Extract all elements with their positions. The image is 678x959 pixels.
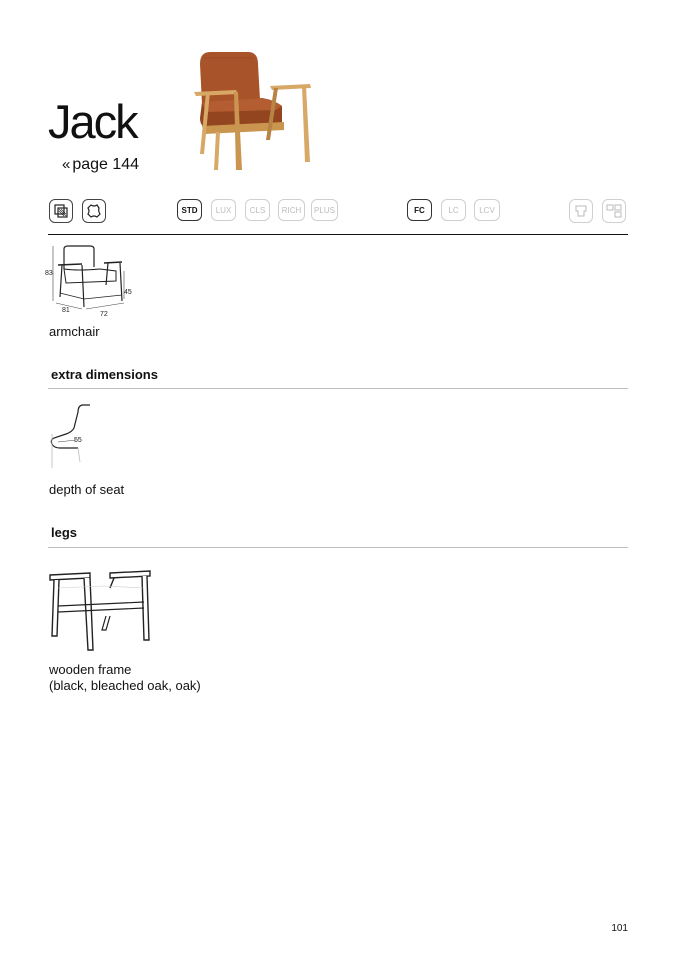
armchair-product-image xyxy=(186,44,316,174)
leather-hide-icon xyxy=(86,203,102,219)
cushion-fc-badge[interactable]: FC xyxy=(407,199,432,221)
model-label-armchair: armchair xyxy=(49,324,100,339)
cushion-lc-badge[interactable]: LC xyxy=(441,199,466,221)
modular-config-icon[interactable] xyxy=(602,199,626,223)
dimension-seat-height: 45 xyxy=(124,289,132,296)
extra-dimension-label-depth-of-seat: depth of seat xyxy=(49,482,125,497)
grade-cls-badge[interactable]: CLS xyxy=(245,199,270,221)
toolbar-divider xyxy=(48,234,628,235)
armchair-dimension-drawing xyxy=(44,241,136,319)
legs-divider xyxy=(48,547,628,548)
grade-lux-badge[interactable]: LUX xyxy=(211,199,236,221)
dimension-depth: 81 xyxy=(62,307,70,314)
grade-rich-badge[interactable]: RICH xyxy=(278,199,305,221)
seat-depth-value: 55 xyxy=(74,437,82,444)
page-number: 101 xyxy=(611,923,628,934)
extra-dimensions-heading: extra dimensions xyxy=(51,367,158,382)
legs-label-line2: (black, bleached oak, oak) xyxy=(49,678,201,693)
page-reference-link[interactable] xyxy=(62,156,139,174)
dimension-height: 83 xyxy=(45,270,53,277)
modular-sofa-icon xyxy=(605,203,623,219)
single-seat-config-icon[interactable] xyxy=(569,199,593,223)
cushion-lcv-badge[interactable]: LCV xyxy=(474,199,500,221)
chair-outline-icon xyxy=(573,203,589,219)
leather-icon[interactable] xyxy=(82,199,106,223)
fabric-swatch-icon xyxy=(53,203,69,219)
legs-label-line1: wooden frame xyxy=(49,662,132,677)
extra-dimensions-divider xyxy=(48,388,628,389)
fabric-icon[interactable] xyxy=(49,199,73,223)
wooden-frame-drawing xyxy=(44,566,158,654)
legs-heading: legs xyxy=(51,525,78,540)
page-reference-text: page 144 xyxy=(72,156,140,173)
dimension-width: 72 xyxy=(100,311,108,318)
grade-plus-badge[interactable]: PLUS xyxy=(311,199,338,221)
product-title: Jack xyxy=(48,95,137,148)
seat-depth-drawing xyxy=(44,402,100,472)
back-arrow-icon: « xyxy=(62,156,71,173)
grade-std-badge[interactable]: STD xyxy=(177,199,202,221)
